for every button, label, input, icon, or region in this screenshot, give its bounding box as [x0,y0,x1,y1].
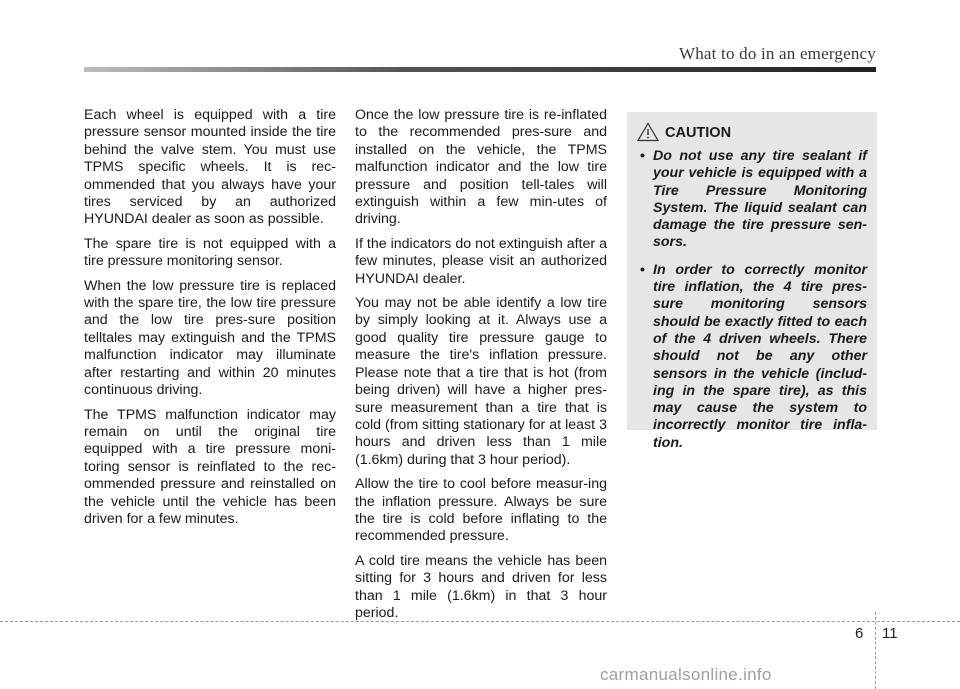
warning-triangle-icon [637,122,659,142]
header-title: What to do in an emergency [678,44,876,63]
caution-list [637,148,867,452]
paragraph: Each wheel is equipped with a tire pressure sensor mounted inside the tire behind the valve stem. You must use TPMS specific wheels. It is rec-ommended that you always have your tires serviced by an authorized HYUNDAI dealer as soon as possible. [84,107,336,228]
paragraph: Allow the tire to cool before measur-ing the inflation pressure. Always be sure the tire is cold before inflating to the recommended pressure. [355,476,607,545]
caution-title: CAUTION [665,125,732,141]
caution-item: • In order to correctly monitor tire inflation, the 4 tire pres-sure monitoring sensors should be exactly fitted to each of the 4 driven wheels. There should not be any other sensors in the vehicle (includ-ing in the spare tire), as this may cause the system to incorrectly monitor tire infla-tion. [637,262,867,452]
text-column-middle [355,107,607,629]
text-column-left [84,107,336,535]
caution-box [627,112,877,451]
paragraph: A cold tire means the vehicle has been sitting for 3 hours and driven for less than 1 mile (1.6km) in that 3 hour period. [355,552,607,621]
caution-header [637,122,867,142]
paragraph: The spare tire is not equipped with a tire pressure monitoring sensor. [84,235,336,270]
page-number-divider [875,612,876,689]
paragraph: If the indicators do not extinguish after a few minutes, please visit an authorized HYUNDAI dealer. [355,235,607,287]
paragraph: Once the low pressure tire is re-inflated to the recommended pres-sure and installed on the vehicle, the TPMS malfunction indicator and the low tire pressure and position tell-tales will extinguish within a few min-utes of driving. [355,107,607,228]
header-rule [84,67,876,72]
watermark: carmanualsonline.info [600,665,772,684]
caution-item: • Do not use any tire sealant if your vehicle is equipped with a Tire Pressure Monitoring System. The liquid sealant can damage the tire pressure sen-sors. [637,148,867,252]
paragraph: You may not be able identify a low tire by simply looking at it. Always use a good quality tire pressure gauge to measure the tire's inflation pressure. Please note that a tire that is hot (from being driven) will have a higher pres-sure measurement than a tire that is cold (from sitting stationary for at least 3 hours and driven less than 1 mile (1.6km) during that 3 hour period). [355,295,607,468]
chapter-number: 6 [855,625,864,642]
paragraph: The TPMS malfunction indicator may remain on until the original tire equipped with a tire pressure moni-toring sensor is reinflated to the rec-ommended pressure and reinstalled on the vehicle until the vehicle has been driven for a few minutes. [84,406,336,527]
footer-rule [0,621,960,622]
page-number: 11 [882,625,898,642]
paragraph: When the low pressure tire is replaced with the spare tire, the low tire pressure and the low tire pres-sure position telltales may extinguish and the TPMS malfunction indicator may illuminate after restarting and within 20 minutes continuous driving. [84,277,336,399]
